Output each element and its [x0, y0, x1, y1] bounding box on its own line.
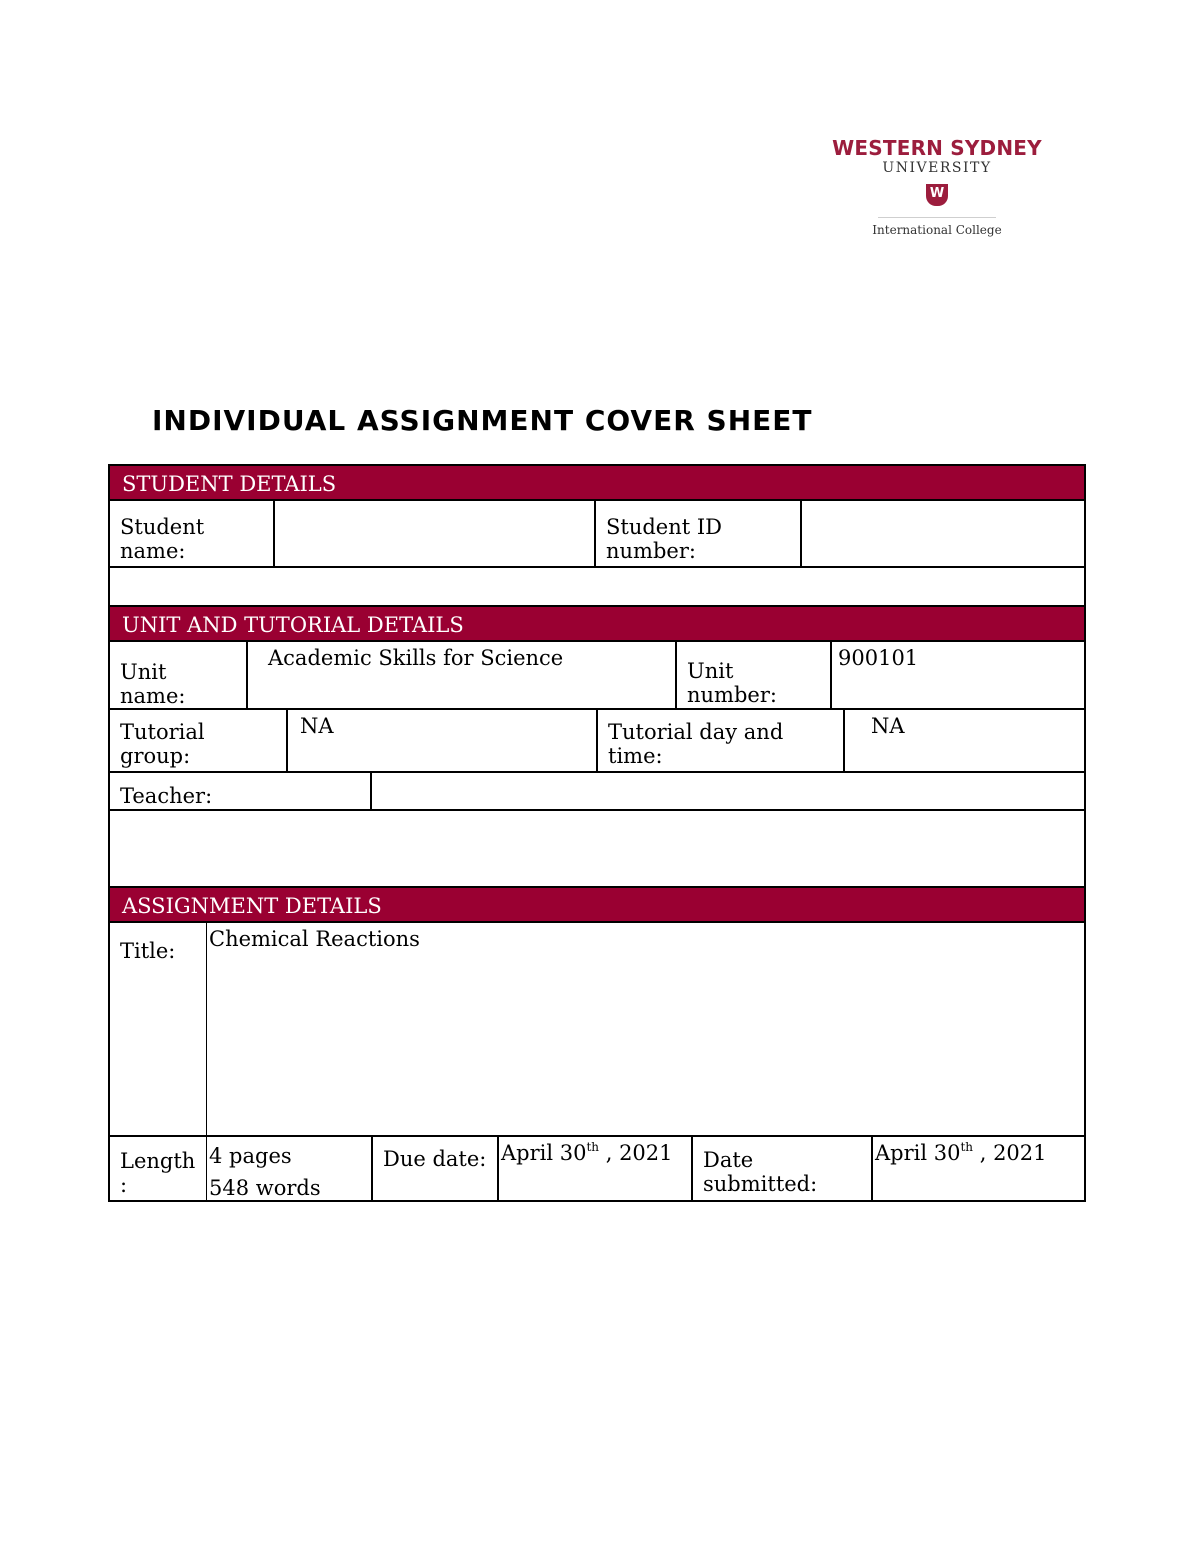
title-row — [110, 923, 1084, 1137]
unit-name-label: Unit name: — [110, 642, 248, 708]
section-unit-details: UNIT AND TUTORIAL DETAILS — [110, 607, 1084, 642]
title-label: Title: — [110, 923, 207, 1135]
date-submitted-field[interactable] — [873, 1137, 1084, 1200]
tutorial-group-field[interactable]: NA — [288, 710, 598, 771]
student-name-field[interactable] — [275, 501, 596, 566]
submitted-date-year: , 2021 — [973, 1141, 1047, 1165]
student-name-label: Student name: — [110, 501, 275, 566]
student-id-field[interactable] — [802, 501, 1084, 566]
teacher-row — [110, 773, 1084, 811]
tutorial-day-field[interactable]: NA — [871, 714, 905, 738]
date-submitted-label: Date submitted: — [693, 1137, 873, 1200]
due-date-year: , 2021 — [599, 1141, 673, 1165]
shield-icon: W — [926, 184, 948, 206]
cover-sheet-form — [108, 464, 1086, 1202]
blank-cell — [110, 811, 1084, 886]
blank-cell — [110, 568, 1084, 605]
length-field[interactable] — [207, 1137, 373, 1200]
logo-subtitle: UNIVERSITY — [882, 160, 992, 176]
length-words: 548 words — [209, 1176, 321, 1200]
length-row — [110, 1137, 1084, 1200]
length-pages: 4 pages — [209, 1144, 292, 1168]
due-date-ordinal: th — [586, 1140, 600, 1154]
title-field[interactable]: Chemical Reactions — [209, 927, 420, 951]
due-date-field[interactable] — [499, 1137, 693, 1200]
teacher-label: Teacher: — [110, 773, 372, 809]
tutorial-row — [110, 710, 1084, 773]
page-title: INDIVIDUAL ASSIGNMENT COVER SHEET — [152, 404, 813, 437]
spacer-row — [110, 811, 1084, 888]
student-row — [110, 501, 1084, 568]
teacher-field[interactable] — [372, 773, 1084, 809]
length-label: Length : — [110, 1137, 207, 1200]
student-id-label: Student ID number: — [596, 501, 802, 566]
logo-college: International College — [872, 223, 1002, 237]
due-date-label: Due date: — [373, 1137, 499, 1200]
logo-divider — [878, 217, 996, 218]
logo-wordmark: WESTERN SYDNEY — [832, 136, 1042, 160]
university-logo — [832, 136, 1042, 237]
due-date-text: April 30 — [501, 1141, 587, 1165]
spacer-row — [110, 568, 1084, 607]
section-assignment-details: ASSIGNMENT DETAILS — [110, 888, 1084, 923]
tutorial-day-label: Tutorial day and time: — [598, 710, 845, 771]
submitted-date-text: April 30 — [875, 1141, 961, 1165]
tutorial-group-label: Tutorial group: — [110, 710, 288, 771]
unit-name-field[interactable]: Academic Skills for Science — [248, 642, 677, 708]
unit-number-field[interactable]: 900101 — [838, 646, 919, 670]
unit-number-label: Unit number: — [677, 642, 832, 708]
section-student-details: STUDENT DETAILS — [110, 466, 1084, 501]
submitted-date-ordinal: th — [960, 1140, 974, 1154]
unit-row — [110, 642, 1084, 710]
